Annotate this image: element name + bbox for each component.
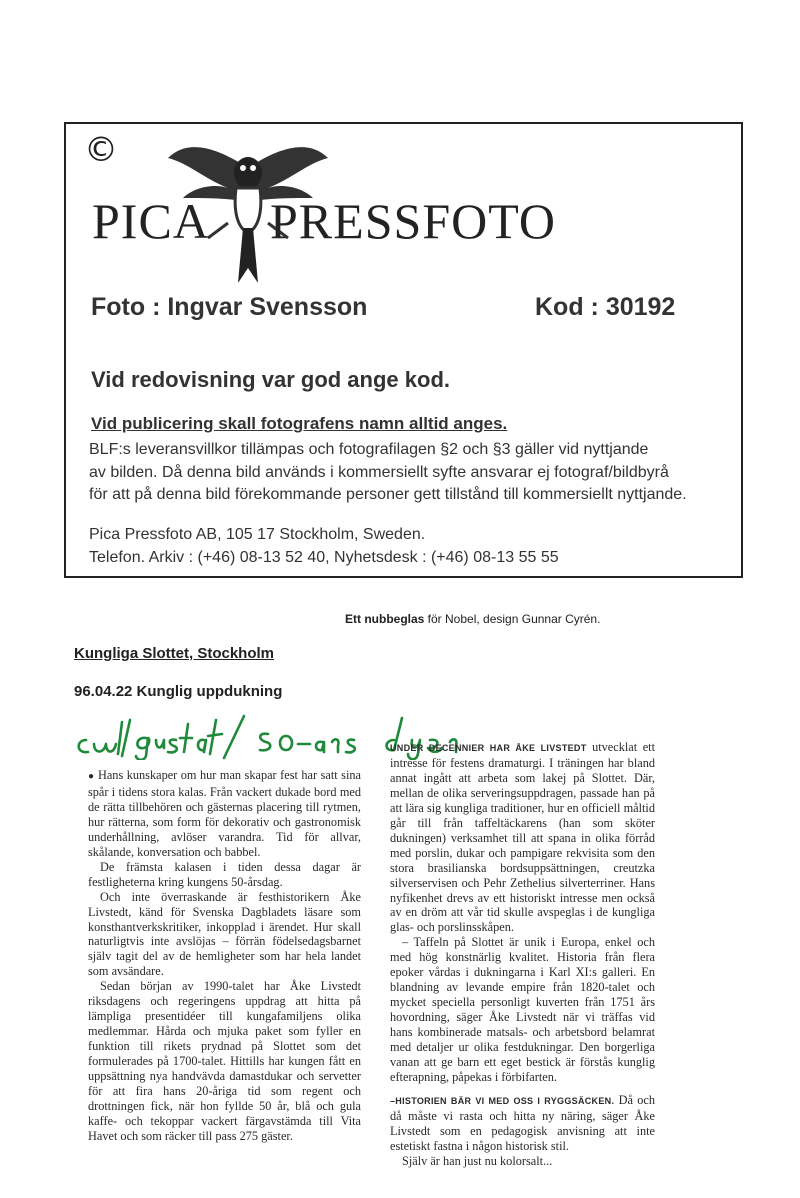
agency-phone: Telefon. Arkiv : (+46) 08-13 52 40, Nyhetsdesk : (+46) 08-13 55 55: [89, 549, 559, 566]
paragraph-text: Då och då måste vi rasta och hitta ny näring, säger Åke Livstedt som en pedagogisk anvisning att inte estetiskt fastna i någon historisk stil.: [390, 1092, 655, 1153]
terms-line: BLF:s leveransvillkor tillämpas och fotografilagen §2 och §3 gäller vid nyttjande: [89, 441, 649, 458]
caption-rest: för Nobel, design Gunnar Cyrén.: [424, 612, 601, 626]
lead-in: –HISTORIEN BÄR VI MED OSS I RYGGSÄCKEN.: [390, 1095, 615, 1106]
article-column-right: [390, 740, 655, 1169]
article-paragraph: De främsta kalasen i tiden dessa dagar är festligheterna kring kungens 50-årsdag.: [88, 859, 361, 889]
terms-line: av bilden. Då denna bild används i kommersiellt syfte ansvarar ej fotograf/bildbyrå: [89, 463, 669, 481]
terms-line: för att på denna bild förekommande personer gett tillstånd till kommersiellt nyttjande.: [89, 486, 687, 503]
agency-address: Pica Pressfoto AB, 105 17 Stockholm, Sweden.: [89, 526, 426, 543]
photo-code: Kod : 30192: [535, 293, 676, 321]
terms-text: [89, 439, 739, 507]
lead-in: UNDER DECENNIER HAR ÅKE LIVSTEDT: [390, 743, 587, 753]
photographer-credit: Foto : Ingvar Svensson: [91, 293, 368, 321]
photo-caption: [345, 612, 600, 626]
article-paragraph: [390, 1093, 655, 1154]
publish-notice: Vid publicering skall fotografens namn alltid anges.: [91, 414, 508, 433]
bullet-icon: ●: [88, 771, 95, 782]
date-title-heading: 96.04.22 Kunglig uppdukning: [74, 683, 283, 700]
location-heading: Kungliga Slottet, Stockholm: [74, 645, 275, 662]
copyright-symbol: ©: [84, 130, 118, 170]
paragraph-text: Hans kunskaper om hur man skapar fest har satt sina spår i tidens stora kalas. Från vackert dukade bord med de rätta tillbehören och gästernas placering till rytmen, hur rätterna, som form för dekorativ och gastronomisk underhållning, avlöser varandra. Tid för allvar, skålande, konversation och babbel.: [88, 768, 361, 859]
agency-contact: [89, 523, 559, 569]
article-paragraph: [88, 768, 361, 860]
caption-bold: Ett nubbeglas: [345, 612, 425, 626]
article-paragraph: Själv är han just nu kolorsalt...: [402, 1153, 553, 1168]
brand-name-right: PRESSFOTO: [270, 193, 556, 249]
article-paragraph: Sedan början av 1990-talet har Åke Livstedt riksdagens och regeringens uppdrag att hitta på lämpliga presentidéer till kungafamiljens olika medlemmar. Hårda och mjuka paket som fyller en funktion till rikets prydnad på Slottet som det formulerades på 1700-talet. Hittills har kungen fått en uppsättning nya handvävda damastdukar och servetter för att fira hans 20-åriga tid som regent och drottningen fick, när hon fyllde 50 år, blå och gula kaffe- och tekoppar vackert färgavstämda till Vita Havet och som räcker till pass 275 gäster.: [88, 979, 361, 1143]
paragraph-text: utvecklat ett intresse för festens dramaturgi. I träningen har bland annat ingått att arbeta som lakej på Slottet. Där, mellan de olika serveringsuppdragen, passade han på att lära sig kungliga traditioner, hur en officiell måltid går till från taffeltäckarens (han som sköter dukningen) verksamhet till att spana in olika förråd med porslin, dukar och pampigare rekvisita som den stora brasilianska bordsuppsättningen, creutzka silverservisen och Pehr Zethelius silverterriner. Hans nyfikenhet drevs av ett historiskt intresse men också av en dröm att vår tid skulle avspeglas i de kungliga glas- och porslinsskåpen.: [390, 740, 655, 935]
brand-name-left: PICA: [92, 193, 210, 249]
article-paragraph: Och inte överraskande är festhistorikern Åke Livstedt, känd för Svenska Dagbladets läsare som konsthantverkskritiker, inkopplad i ärendet. Hur skall naturligtvis inte avslöjas – förrän födelsedagsbarnet själv tagit del av de hemligheter som har hela landet som avsändare.: [88, 889, 361, 979]
report-notice: Vid redovisning var god ange kod.: [91, 367, 450, 392]
article-paragraph: – Taffeln på Slottet är unik i Europa, enkel och med hög konstnärlig kvalitet. Historia från flera epoker vårdas i dukningarna i Karl XI:s galleri. En blandning av levande empire från 1820-talet och mycket speciella personligt kuverten från 1751 års hovordning, säger Åke Livstedt när vi träffas vid hans kombinerade matsals- och arbetsbord belamrat med detaljer ur olika festdukningar. Den borgerliga vanan att ge barn ett eget bestick är förstås kunglig efterapning, påpekas i förbifarten.: [390, 935, 655, 1084]
article-column-left: [88, 768, 361, 1144]
article-paragraph: [390, 740, 655, 935]
